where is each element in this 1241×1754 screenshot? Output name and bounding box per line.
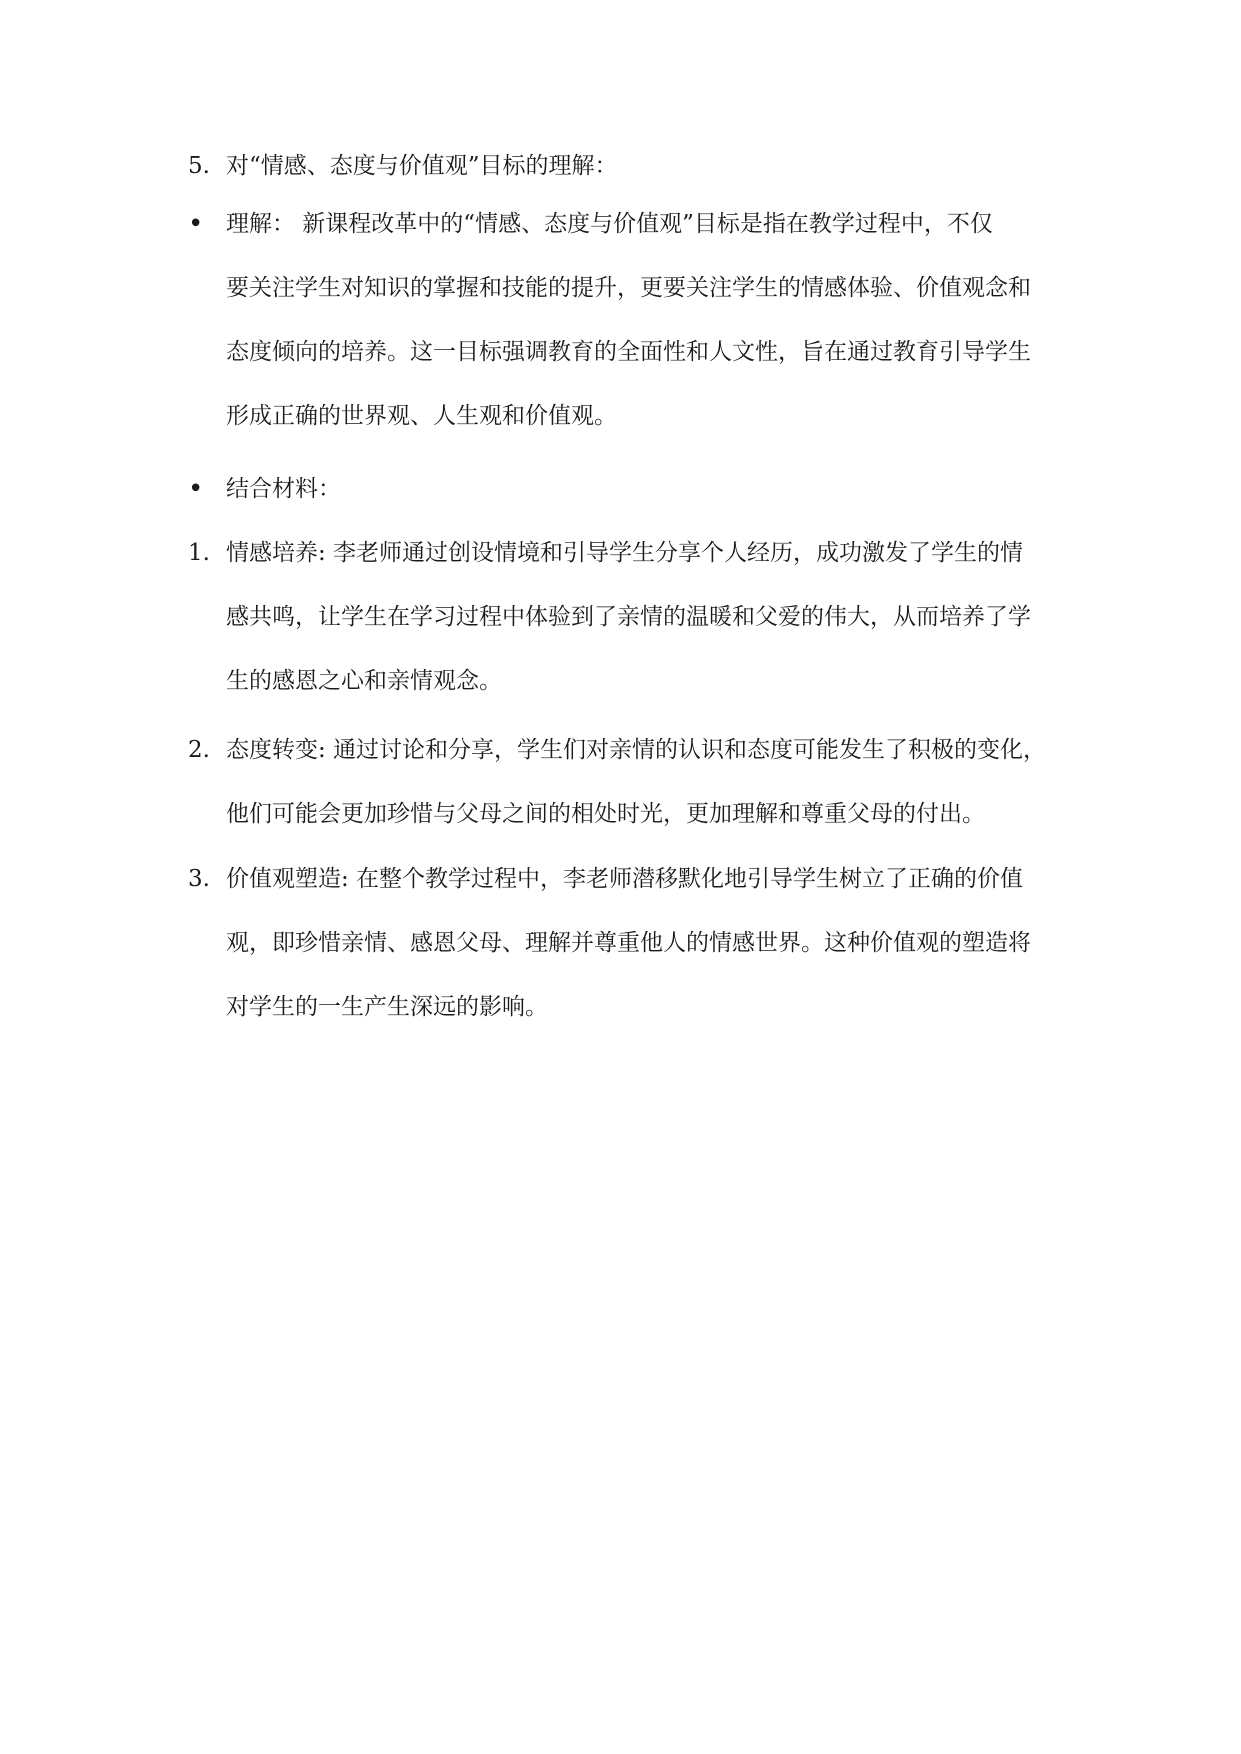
bullet-paragraph <box>226 192 1086 448</box>
list-number: 1. <box>188 540 210 566</box>
paragraph-line: 感共鸣，让学生在学习过程中体验到了亲情的温暖和父爱的伟大，从而培养了学 <box>226 604 1031 630</box>
paragraph-line: 情感培养: 李老师通过创设情境和引导学生分享个人经历，成功激发了学生的情 <box>226 540 1024 566</box>
numbered-paragraph <box>226 718 1086 846</box>
section-number: 5. <box>188 153 210 179</box>
list-number: 3. <box>188 866 210 892</box>
paragraph-line: 要关注学生对知识的掌握和技能的提升，更要关注学生的情感体验、价值观念和 <box>226 275 1031 301</box>
paragraph-line: 形成正确的世界观、人生观和价值观。 <box>226 403 617 429</box>
paragraph-line: 价值观塑造: 在整个教学过程中，李老师潜移默化地引导学生树立了正确的价值 <box>226 866 1024 892</box>
paragraph-line: 对学生的一生产生深远的影响。 <box>226 994 548 1020</box>
paragraph-line: 他们可能会更加珍惜与父母之间的相处时光，更加理解和尊重父母的付出。 <box>226 801 985 827</box>
section-title: 对“情感、态度与价值观”目标的理解： <box>226 153 618 179</box>
list-number: 2. <box>188 737 210 763</box>
numbered-paragraph <box>226 521 1086 713</box>
paragraph-line: 态度转变: 通过讨论和分享，学生们对亲情的认识和态度可能发生了积极的变化， <box>226 737 1047 763</box>
section-heading <box>188 148 618 184</box>
bullet-marker: • <box>188 474 204 504</box>
paragraph-line: 结合材料： <box>226 476 341 502</box>
bullet-paragraph <box>226 457 1086 521</box>
paragraph-line: 理解： 新课程改革中的“情感、态度与价值观”目标是指在教学过程中，不仅 <box>226 211 993 237</box>
bullet-marker: • <box>188 209 204 239</box>
paragraph-line: 生的感恩之心和亲情观念。 <box>226 668 502 694</box>
numbered-paragraph <box>226 847 1086 1039</box>
paragraph-line: 观，即珍惜亲情、感恩父母、理解并尊重他人的情感世界。这种价值观的塑造将 <box>226 930 1031 956</box>
paragraph-line: 态度倾向的培养。这一目标强调教育的全面性和人文性，旨在通过教育引导学生 <box>226 339 1031 365</box>
